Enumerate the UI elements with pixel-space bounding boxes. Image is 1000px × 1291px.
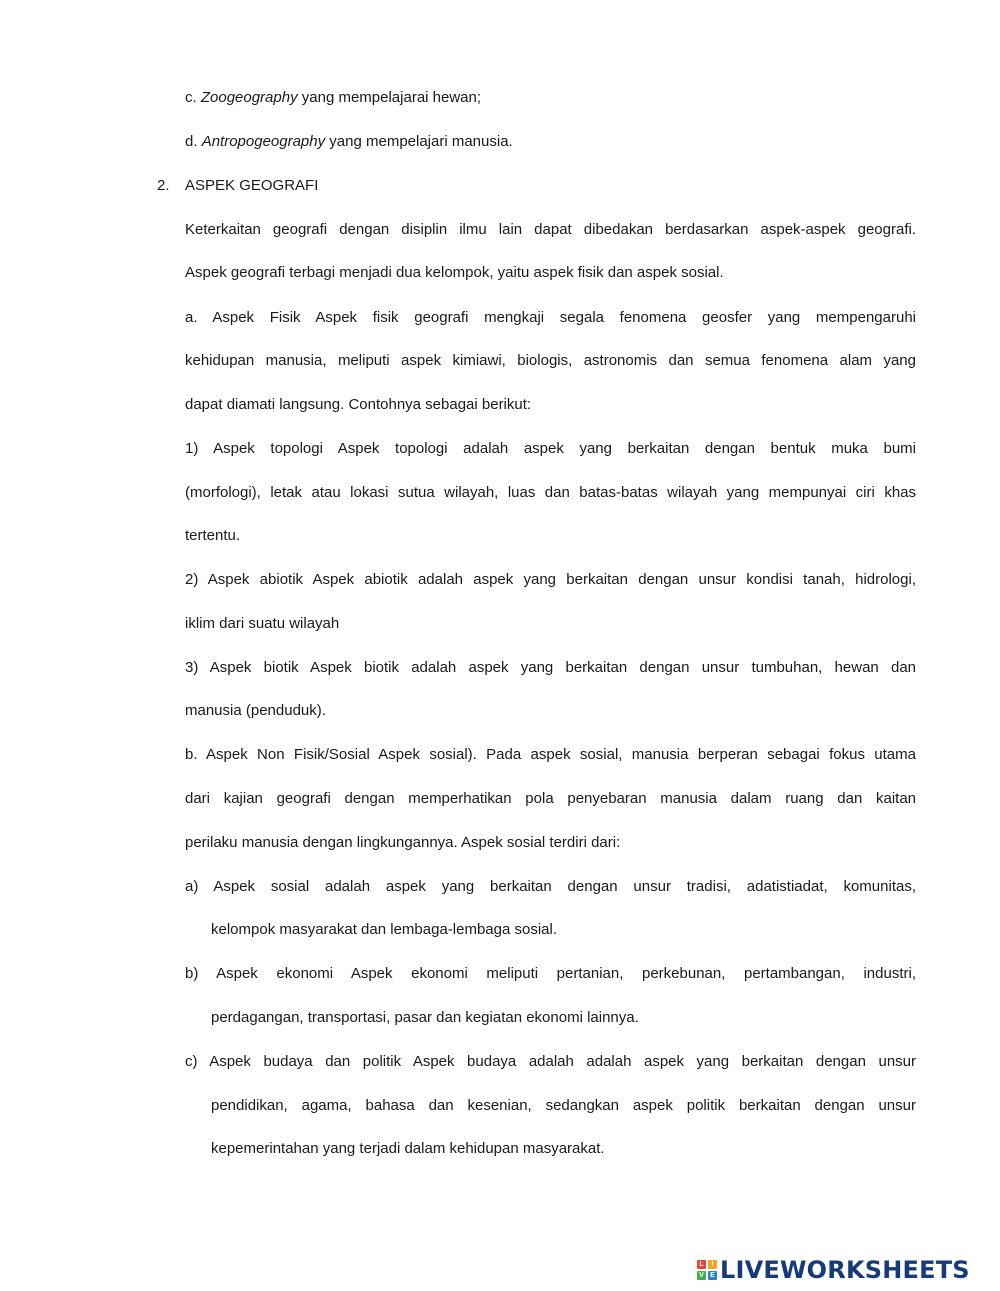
text-line-c — [185, 88, 916, 108]
paragraph-line: pendidikan, agama, bahasa dan kesenian, sedangkan aspek politik berkaitan dengan unsur — [211, 1097, 916, 1114]
italic-term: Zoogeography — [200, 89, 298, 106]
paragraph-line: b) Aspek ekonomi Aspek ekonomi meliputi pertanian, perkebunan, pertambangan, industri, — [185, 965, 916, 982]
line-prefix: c. — [185, 89, 201, 106]
logo-letter-l: L — [697, 1260, 706, 1269]
paragraph-line: a) Aspek sosial adalah aspek yang berkaitan dengan unsur tradisi, adatistiadat, komunitas, — [185, 878, 916, 895]
paragraph-line: kepemerintahan yang terjadi dalam kehidupan masyarakat. — [211, 1140, 605, 1157]
section-title: ASPEK GEOGRAFI — [185, 177, 319, 194]
paragraph-line: Keterkaitan geografi dengan disiplin ilmu lain dapat dibedakan berdasarkan aspek-aspek geografi. — [185, 221, 916, 238]
paragraph-line: 2) Aspek abiotik Aspek abiotik adalah aspek yang berkaitan dengan unsur kondisi tanah, hidrologi, — [185, 571, 916, 588]
paragraph-line: Aspek geografi terbagi menjadi dua kelompok, yaitu aspek fisik dan aspek sosial. — [185, 264, 724, 281]
paragraph-line: perdagangan, transportasi, pasar dan kegiatan ekonomi lainnya. — [211, 1009, 639, 1026]
paragraph-line: c) Aspek budaya dan politik Aspek budaya adalah adalah aspek yang berkaitan dengan unsur — [185, 1053, 916, 1070]
paragraph-line: perilaku manusia dengan lingkungannya. Aspek sosial terdiri dari: — [185, 834, 621, 851]
paragraph-line: kehidupan manusia, meliputi aspek kimiawi, biologis, astronomis dan semua fenomena alam yang — [185, 352, 916, 369]
logo-letter-e: E — [708, 1271, 717, 1280]
line-rest: yang mempelajari manusia. — [325, 133, 513, 150]
paragraph-line: manusia (penduduk). — [185, 702, 326, 719]
paragraph-line: iklim dari suatu wilayah — [185, 615, 340, 632]
italic-term: Antropogeography — [201, 133, 326, 150]
logo-letter-i: I — [708, 1260, 717, 1269]
paragraph-line: b. Aspek Non Fisik/Sosial Aspek sosial). Pada aspek sosial, manusia berperan sebagai fokus utama — [185, 746, 916, 763]
line-rest: yang mempelajarai hewan; — [297, 89, 482, 106]
paragraph-line: dari kajian geografi dengan memperhatikan pola penyebaran manusia dalam ruang dan kaitan — [185, 790, 916, 807]
text-line-d — [185, 132, 916, 152]
line-prefix: d. — [185, 133, 202, 150]
paragraph-line: a. Aspek Fisik Aspek fisik geografi mengkaji segala fenomena geosfer yang mempengaruhi — [185, 309, 916, 326]
paragraph-line: dapat diamati langsung. Contohnya sebagai berikut: — [185, 396, 532, 413]
liveworksheets-logo[interactable] — [697, 1257, 970, 1283]
section-number: 2. — [157, 177, 170, 194]
paragraph-line: 3) Aspek biotik Aspek biotik adalah aspek yang berkaitan dengan unsur tumbuhan, hewan dan — [185, 659, 916, 676]
paragraph-line: tertentu. — [185, 527, 241, 544]
paragraph-line: kelompok masyarakat dan lembaga-lembaga sosial. — [211, 921, 558, 938]
logo-letter-v: V — [697, 1271, 706, 1280]
paragraph-line: (morfologi), letak atau lokasi sutua wilayah, luas dan batas-batas wilayah yang mempunyai ciri khas — [185, 484, 916, 501]
liveworksheets-mark-icon — [697, 1260, 717, 1280]
brand-name: LIVEWORKSHEETS — [720, 1256, 970, 1284]
paragraph-line: 1) Aspek topologi Aspek topologi adalah aspek yang berkaitan dengan bentuk muka bumi — [185, 440, 916, 457]
